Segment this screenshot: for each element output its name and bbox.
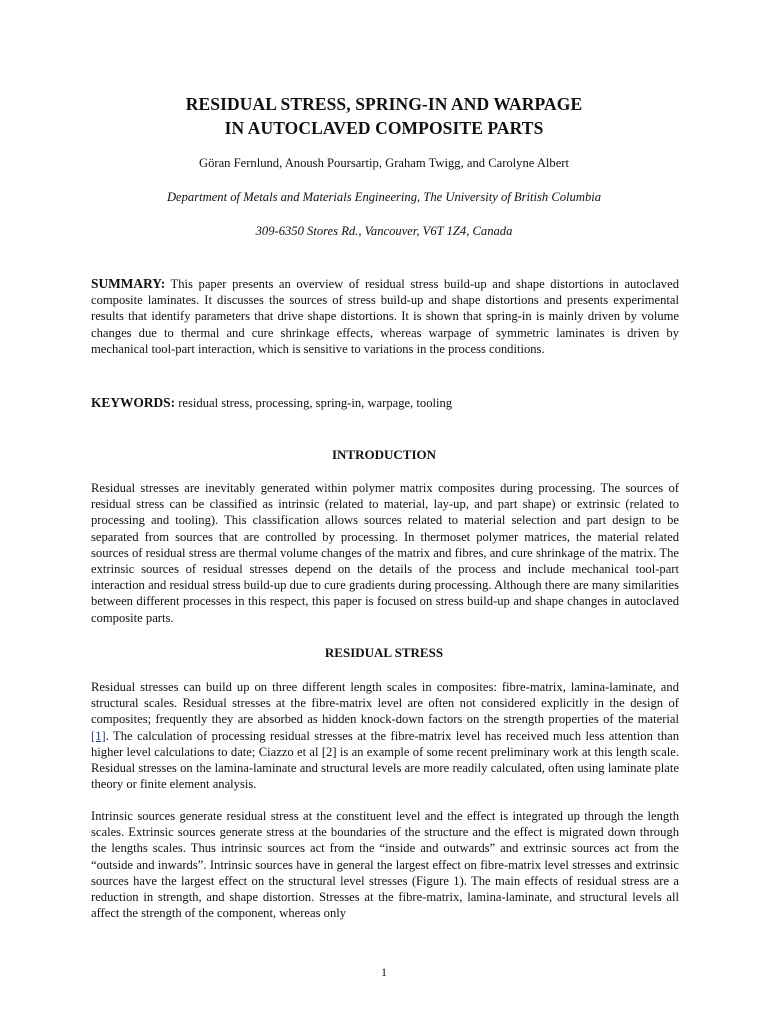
keywords-text: residual stress, processing, spring-in, warpage, tooling [175,396,453,410]
summary-label: SUMMARY: [91,276,166,291]
residual-stress-heading: RESIDUAL STRESS [324,645,444,660]
summary-paragraph [91,276,679,357]
affiliation-address: 309-6350 Stores Rd., Vancouver, V6T 1Z4, Canada [255,224,513,238]
summary-text: This paper presents an overview of residual stress build-up and shape distortions in autoclaved composite laminates. It discusses the sources of stress build-up and shape distortions and presents experimental results that identify parameters that drive shape distortions. It is shown that spring-in is mainly driven by volume changes due to thermal and cure shrinkage effects, whereas warpage of symmetric laminates is driven by mechanical tool-part interaction, which is sensitive to variations in the process conditions. [91,277,679,356]
residual-stress-paragraph-2: Intrinsic sources generate residual stress at the constituent level and the effect is integrated up through the length scales. Extrinsic sources generate stress at the boundaries of the structure and the effect is migrated down through the lengths scales. Thus intrinsic sources act from the “inside and outwards” and extrinsic sources act from the “outside and inwards”. Intrinsic sources have in general the largest effect on fibre-matrix level stresses and extrinsic sources have the largest effect on the structural level stresses (Figure 1). The main effects of residual stress are a reduction in strength, and shape distortion. Stresses at the fibre-matrix, lamina-laminate, and structural levels all affect the strength of the component, whereas only [91,809,679,921]
author-list: Göran Fernlund, Anoush Poursartip, Graham Twigg, and Carolyne Albert [199,156,569,170]
introduction-heading: INTRODUCTION [331,447,436,462]
paper-title [0,92,768,140]
citation-link[interactable]: [1] [91,728,106,743]
residual-stress-paragraph-1 [91,679,679,792]
paragraph-text: Residual stresses can build up on three different length scales in composites: fibre-matrix, lamina-laminate, and structural scales. Residual stresses at the fibre-matrix level are often not considered explicitly in the design of composites; frequently they are absorbed as hidden knock-down factors on the strength properties of the material [91,680,679,727]
affiliation-department: Department of Metals and Materials Engineering, The University of British Columbia [166,190,602,204]
introduction-paragraph: Residual stresses are inevitably generated within polymer matrix composites during processing. The sources of residual stress can be classified as intrinsic (related to material, lay-up, and part shape) or extrinsic (related to processing and tooling). This classification allows sources related to material selection and part design to be separated from sources that are controlled by processing. In thermoset polymer matrices, the material related sources of residual stress are thermal volume changes of the matrix and fibres, and cure shrinkage of the matrix. The extrinsic sources of residual stresses depend on the details of the process and include mechanical tool-part interaction and residual stress build-up due to cure gradients during processing. Although there are many similarities between different processes in this respect, this paper is focused on stress build-up and shape changes in autoclaved composite parts. [91,481,679,625]
keywords-label: KEYWORDS: [91,395,176,410]
keywords-line [91,395,679,411]
title-line-1: RESIDUAL STRESS, SPRING-IN AND WARPAGE [185,94,583,114]
title-line-2: IN AUTOCLAVED COMPOSITE PARTS [224,118,544,138]
page-number: 1 [381,965,387,979]
paragraph-text: . The calculation of processing residual stresses at the fibre-matrix level has received much less attention than higher level calculations to date; Ciazzo et al [2] is an example of some recent preliminary work at this length scale. Residual stresses on the lamina-laminate and structural levels are more readily calculated, often using laminate plate theory or finite element analysis. [91,728,679,792]
